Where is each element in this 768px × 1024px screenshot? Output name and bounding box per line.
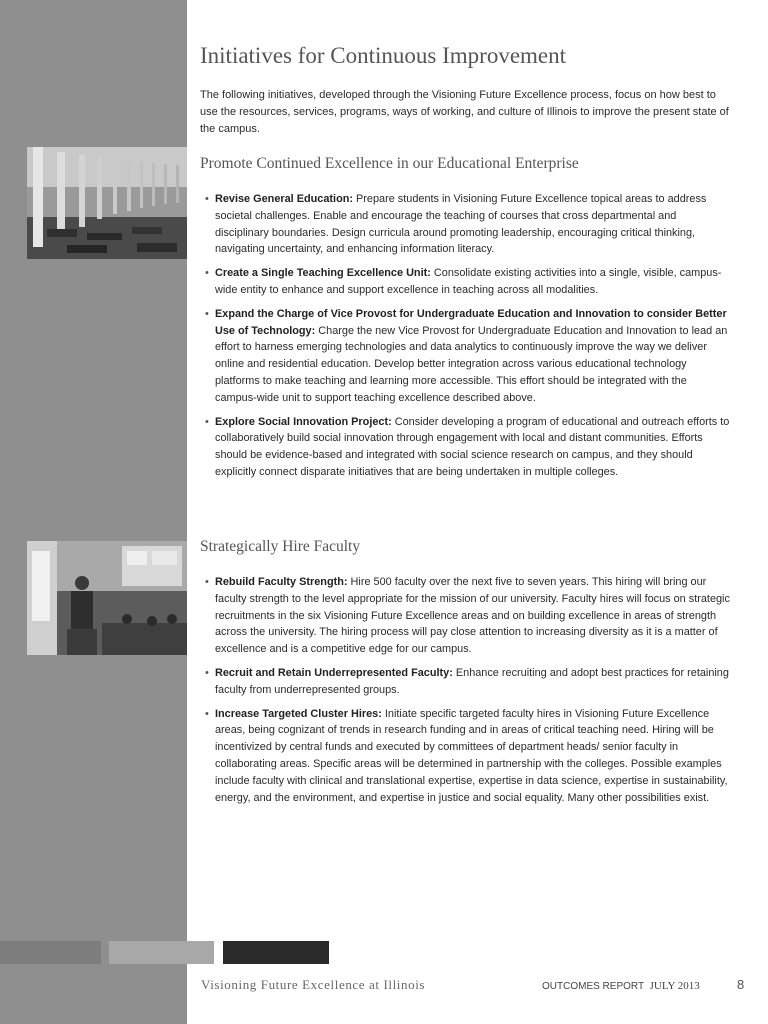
list-item	[205, 414, 730, 481]
education-initiatives-list	[205, 191, 730, 488]
item-text: Prepare students in Visioning Future Excellence topical areas to address societal challenges. Enable and encourage the teaching of courses that cross departmental and disciplinary boundaries. Design curricula around promoting leadership, encouraging critical thinking, navigating uncertainty, and enhancing information literacy.	[215, 193, 707, 256]
page-title: Initiatives for Continuous Improvement	[200, 43, 567, 68]
footer-bar-light	[109, 941, 214, 964]
item-title: Increase Targeted Cluster Hires:	[215, 707, 382, 720]
bullet-icon: •	[205, 267, 209, 280]
item-text: Initiate specific targeted faculty hires in Visioning Future Excellence areas, being cognizant of trends in research funding and in areas of critical teaching need. Hiring will be incentivized by central funds and executed by committees of department heads/ senior faculty in collaborating areas. Specific areas will be determined in partnership with the colleges. Possible examples include faculty with clinical and translational expertise, expertise in data science, expertise in sustainability, energy, and the environment, and expertise in justice and social equality. Many other possibilities exist.	[215, 707, 728, 804]
bullet-icon: •	[205, 707, 209, 720]
bullet-icon: •	[205, 307, 209, 320]
footer-color-bars	[0, 941, 330, 964]
item-text: Charge the new Vice Provost for Undergraduate Education and Innovation to lead an effort to harness emerging technologies and data analytics to continuously improve the way we deliver online and residential education. Develop better integration across various educational technology platforms to make teaching and learning more accessible. This effort should be integrated with the campus-wide unit to support teaching excellence described above.	[215, 324, 728, 404]
item-title: Create a Single Teaching Excellence Unit:	[215, 267, 431, 280]
faculty-classroom-photo	[27, 541, 187, 655]
footer-title: Visioning Future Excellence at Illinois	[201, 977, 426, 992]
library-atrium-photo	[27, 147, 187, 259]
item-title: Rebuild Faculty Strength:	[215, 576, 348, 588]
list-item	[205, 191, 730, 258]
report-date: JULY 2013	[649, 980, 700, 992]
faculty-initiatives-list	[205, 574, 730, 813]
list-item	[205, 265, 730, 299]
list-item	[205, 574, 730, 658]
item-text: Consider developing a program of educational and outreach efforts to collaboratively build social innovation through engagement with local and distant communities. Efforts should be evidence-based and integrated with social science research on campus, and they should explicitly connect disparate initiatives that are being undertaken in multiple colleges.	[215, 415, 730, 478]
intro-paragraph: The following initiatives, developed through the Visioning Future Excellence process, focus on how best to use the resources, services, programs, ways of working, and culture of Illinois to improve the present state of the campus.	[200, 89, 729, 135]
item-title: Recruit and Retain Underrepresented Faculty:	[215, 666, 453, 679]
bullet-icon: •	[205, 666, 209, 679]
list-item	[205, 306, 730, 407]
section-heading-faculty: Strategically Hire Faculty	[200, 538, 361, 555]
section-heading-education: Promote Continued Excellence in our Educational Enterprise	[200, 155, 579, 172]
list-item	[205, 706, 730, 807]
footer-bar-dark	[223, 941, 329, 964]
bullet-icon: •	[205, 193, 209, 205]
bullet-icon: •	[205, 415, 209, 428]
report-name: OUTCOMES REPORT	[542, 981, 645, 992]
item-text: Hire 500 faculty over the next five to seven years. This hiring will bring our faculty strength to the level appropriate for the mission of our university. Faculty hires will focus on strategic recruitments in the six Visioning Future Excellence areas and on building excellence in areas of strength across the university. The hiring process will pay close attention to increasing diversity as it is a matter of excellence and is a competitive edge for our campus.	[215, 576, 730, 656]
item-text: Enhance recruiting and adopt best practices for retaining faculty from underrepresented groups.	[215, 666, 729, 696]
footer-report-label	[542, 980, 700, 992]
item-title: Expand the Charge of Vice Provost for Undergraduate Education and Innovation to consider Better Use of Technology:	[215, 307, 727, 337]
item-title: Explore Social Innovation Project:	[215, 415, 392, 428]
item-text: Consolidate existing activities into a single, visible, campus-wide entity to enhance and support excellence in teaching across all modalities.	[215, 267, 722, 296]
item-title: Revise General Education:	[215, 193, 353, 205]
footer-bar-medium	[0, 941, 101, 964]
page-number: 8	[737, 977, 745, 992]
bullet-icon: •	[205, 576, 209, 588]
list-item	[205, 665, 730, 699]
